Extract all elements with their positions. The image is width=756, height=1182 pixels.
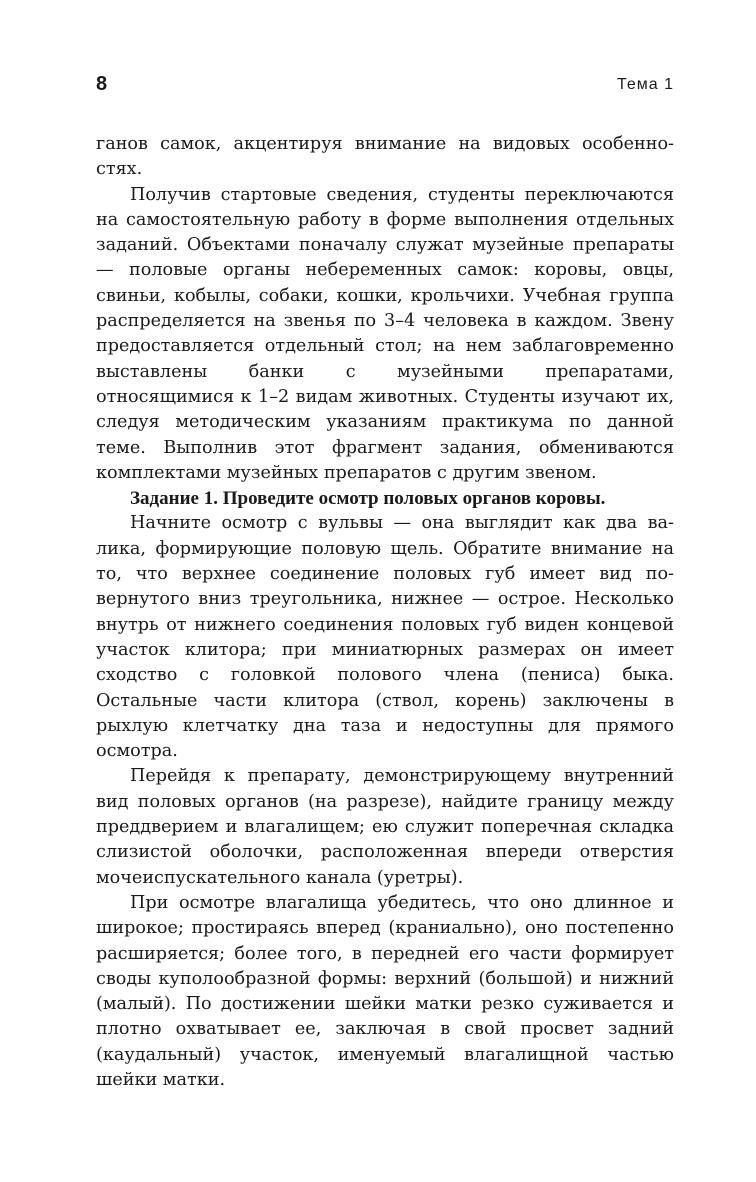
page-body: [96, 132, 674, 1093]
paragraph: ганов самок, акцентируя внимание на видовых особенностях.: [96, 134, 674, 180]
paragraph: Перейдя к препарату, демонстрирующему внутренний вид половых органов (на разрезе), найдите границу между преддверием и влагалищем; ею служит поперечная складка слизистой оболочки, расположенная впереди отверстия мочеиспускательного канала (уретры).: [96, 766, 674, 888]
running-title: Тема 1: [616, 76, 674, 93]
page-header: [96, 72, 674, 98]
page-number: 8: [96, 73, 108, 95]
paragraph: Начните осмотр с вульвы — она выглядит как два валика, формирующие половую щель. Обратите внимание на то, что верхнее соединение половых губ имеет вид повернутого вниз треугольника, нижнее — острое. Несколько внутрь от нижнего соединения половых губ виден концевой участок клитора; при миниатюрных размерах он имеет сходство с головкой полового члена (пениса) быка. Остальные части клитора (ствол, корень) заключены в рыхлую клетчатку дна таза и недоступны для прямого осмотра.: [96, 513, 674, 762]
task-heading: Задание 1. Проведите осмотр половых органов коровы.: [130, 488, 606, 510]
paragraph: При осмотре влагалища убедитесь, что оно длинное и широкое; простираясь вперед (краниально), оно постепенно расширяется; более того, в передней его части формирует своды куполообразной формы: верхний (большой) и нижний (малый). По достижении шейки матки резко суживается и плотно охватывает ее, заключая в свой просвет задний (каудальный) участок, именуемый влагалищной частью шейки матки.: [96, 892, 674, 1090]
paragraph: Получив стартовые сведения, студенты переключаются на самостоятельную работу в форме выполнения отдельных заданий. Объектами поначалу служат музейные препараты — половые органы небеременных самок: коровы, овцы, свиньи, кобылы, собаки, кошки, крольчихи. Учебная группа распределяется на звенья по 3–4 человека в каждом. Звену предоставляется отдельный стол; на нем заблаговременно выставлены банки с музейными препаратами, относящимися к 1–2 видам животных. Студенты изучают их, следуя методическим указаниям практикума по данной теме. Выполнив этот фрагмент задания, обмениваются комплектами музейных препаратов с другим звеном.: [96, 184, 674, 483]
